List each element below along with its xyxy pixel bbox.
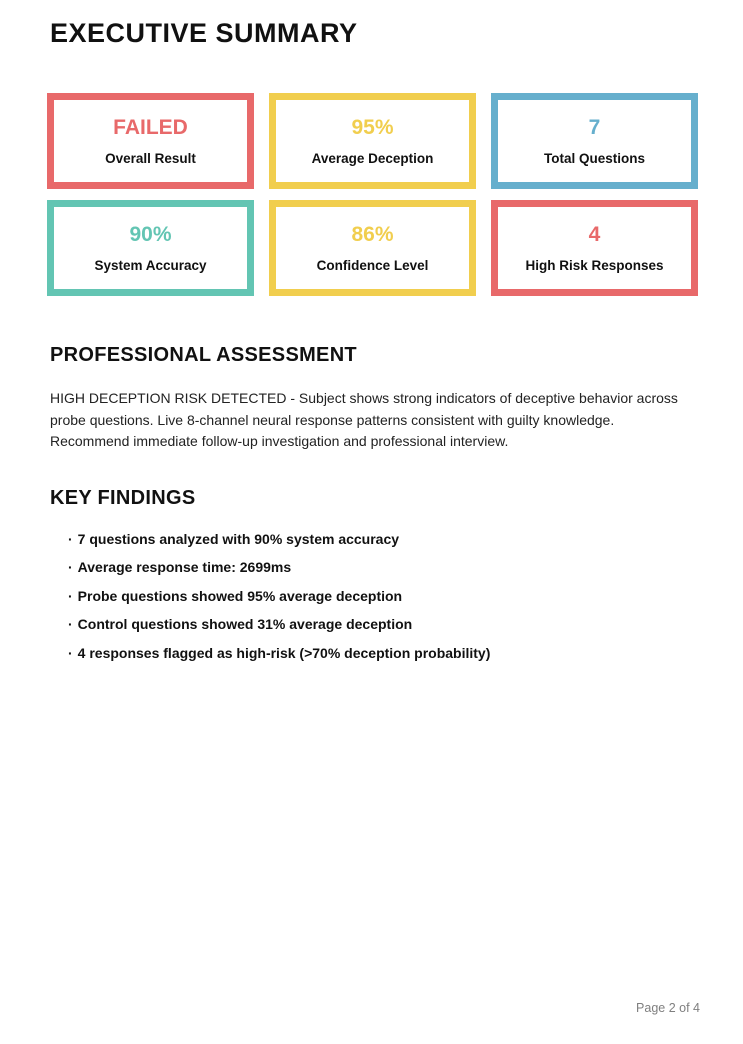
bullet-icon: · [68, 559, 73, 575]
metric-card-system-accuracy [47, 200, 254, 296]
metric-card-total-questions [491, 93, 698, 189]
key-finding-item [68, 529, 695, 550]
metric-value: 95% [351, 115, 394, 139]
key-finding-item [68, 557, 695, 578]
key-findings-heading: KEY FINDINGS [50, 486, 196, 509]
metric-card-high-risk-responses [491, 200, 698, 296]
metric-label: System Accuracy [94, 257, 207, 273]
assessment-heading: PROFESSIONAL ASSESSMENT [50, 344, 357, 366]
key-findings-list [50, 529, 695, 664]
metric-label: Average Deception [311, 150, 434, 166]
metric-value: FAILED [113, 115, 188, 139]
key-finding-text: 7 questions analyzed with 90% system accuracy [77, 530, 400, 547]
metric-value: 4 [588, 222, 601, 246]
page-title: EXECUTIVE SUMMARY [50, 18, 358, 48]
metric-value: 7 [588, 115, 601, 139]
key-finding-text: 4 responses flagged as high-risk (>70% deception probability) [77, 644, 491, 661]
metric-label: Confidence Level [316, 257, 429, 273]
metric-cards-grid [47, 93, 698, 296]
key-finding-item [68, 586, 695, 607]
page-number: Page 2 of 4 [636, 1001, 700, 1015]
bullet-icon: · [68, 644, 73, 661]
key-finding-text: Control questions showed 31% average deception [77, 616, 413, 632]
metric-label: Overall Result [105, 150, 196, 166]
metric-label: High Risk Responses [525, 257, 664, 273]
bullet-icon: · [68, 616, 73, 632]
key-finding-item [68, 614, 695, 635]
key-finding-text: Probe questions showed 95% average deception [77, 587, 403, 604]
bullet-icon: · [68, 530, 73, 547]
key-finding-text: Average response time: 2699ms [77, 559, 292, 575]
key-finding-item [68, 643, 695, 664]
metric-card-average-deception [269, 93, 476, 189]
report-body [50, 344, 695, 671]
assessment-text: HIGH DECEPTION RISK DETECTED - Subject shows strong indicators of deceptive behavior across probe questions. Live 8-channel neural response patterns consistent with guilty knowledge. Recommend immediate follow-up investigation and professional interview. [50, 390, 678, 449]
metric-label: Total Questions [543, 150, 645, 166]
bullet-icon: · [68, 587, 73, 604]
metric-card-overall-result [47, 93, 254, 189]
metric-card-confidence-level [269, 200, 476, 296]
metric-value: 90% [129, 222, 172, 246]
metric-value: 86% [351, 222, 394, 246]
